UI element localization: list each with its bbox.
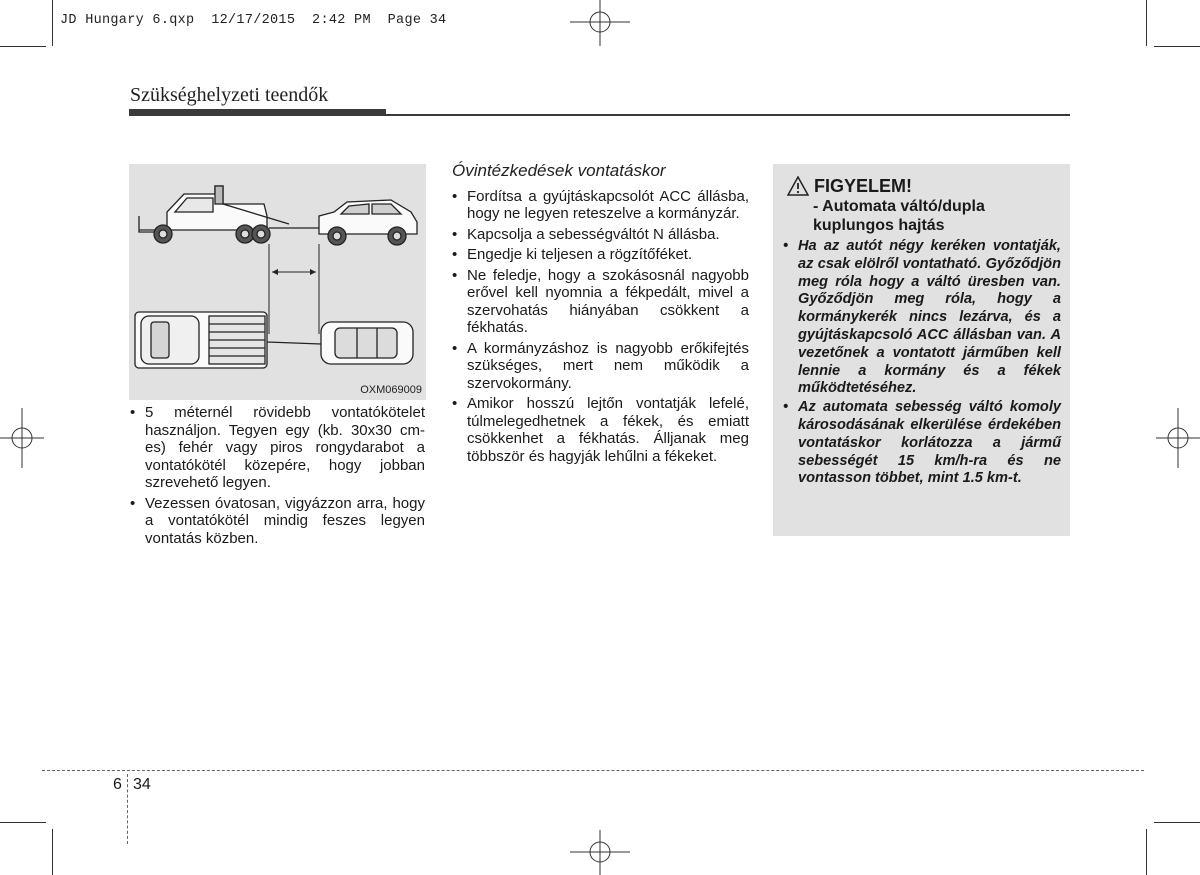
page-divider xyxy=(127,774,128,844)
tow-truck-top-icon xyxy=(135,312,267,368)
list-item: • Engedje ki teljesen a rögzítőféket. xyxy=(452,246,749,264)
footer-rule xyxy=(42,770,1144,771)
towing-figure xyxy=(129,164,426,400)
registration-mark-icon xyxy=(0,408,44,468)
list-item: • Fordítsa a gyújtáskapcsolót ACC állásba, hogy ne legyen reteszelve a kormányzár. xyxy=(452,188,749,223)
suv-top-icon xyxy=(321,322,413,364)
towing-illustration xyxy=(129,164,426,400)
crop-mark xyxy=(1146,0,1147,46)
title-rule xyxy=(129,109,386,116)
crop-mark xyxy=(0,822,46,823)
registration-mark-icon xyxy=(1156,408,1200,468)
warning-title: FIGYELEM! xyxy=(814,176,912,196)
list-item: • Kapcsolja a sebességváltót N állásba. xyxy=(452,226,749,244)
list-item: • Vezessen óvatosan, vigyázzon arra, hogy a vontatókötél mindig feszes legyen vontatás közben. xyxy=(130,495,425,548)
crop-mark xyxy=(52,0,53,46)
crop-mark xyxy=(1154,46,1200,47)
crop-mark xyxy=(1154,822,1200,823)
registration-mark-icon xyxy=(570,828,630,875)
warning-box xyxy=(773,164,1070,536)
towing-rope-instructions xyxy=(130,404,425,550)
tow-truck-side-icon xyxy=(139,186,289,243)
title-rule xyxy=(386,114,1070,116)
print-slug: JD Hungary 6.qxp 12/17/2015 2:42 PM Page 34 xyxy=(60,13,447,28)
list-item: • Ne feledje, hogy a szokásosnál nagyobb erővel kell nyomnia a fékpedált, mivel a szervohatás hiányában csökkent a fékhatás. xyxy=(452,267,749,337)
crop-mark xyxy=(0,46,46,47)
registration-mark-icon xyxy=(570,0,630,50)
section-number: 6 xyxy=(113,776,122,793)
list-item: • A kormányzáshoz is nagyobb erőkifejtés szükséges, mert nem működik a szervokormány. xyxy=(452,340,749,393)
section-title: Szükséghelyzeti teendők xyxy=(130,84,329,106)
page-number: 34 xyxy=(133,776,151,793)
warning-triangle-icon xyxy=(787,176,809,196)
list-item: • 5 méternél rövidebb vontatókötelet használjon. Tegyen egy (kb. 30x30 cm-es) fehér vagy piros rongydarabot a vontatókötél közepére, hogy jobban szrevehető legyen. xyxy=(130,404,425,492)
suv-side-icon xyxy=(319,200,417,245)
towing-precautions xyxy=(452,162,749,468)
crop-mark xyxy=(1146,829,1147,875)
list-item: • Az automata sebesség váltó komoly károsodásának elkerülése érdekében vontatáskor korlátozza a jármű sebességét 15 km/h-ra és ne vontasson többet, mint 1.5 km-t. xyxy=(783,399,1061,488)
precautions-heading: Óvintézkedések vontatáskor xyxy=(452,161,666,180)
list-item: • Ha az autót négy keréken vontatják, az csak elölről vontatható. Győződjön meg róla hogy a váltó üresben van. Győződjön meg róla, hogy a kormánykerék nincs lezárva, és a gyújtáskapcsoló ACC állásban van. A vezetőnek a vontatott járműben kell lennie a kormány és a fékek működtetéséhez. xyxy=(783,238,1061,398)
figure-caption: OXM069009 xyxy=(360,384,422,396)
list-item: • Amikor hosszú lejtőn vontatják lefelé, túlmelegedhetnek a fékek, és emiatt csökkenhet a fékhatás. Álljanak meg többször és hagyják lehűlni a fékeket. xyxy=(452,395,749,465)
warning-subtitle: - Automata váltó/dupla kuplungos hajtás xyxy=(813,198,985,234)
crop-mark xyxy=(52,829,53,875)
